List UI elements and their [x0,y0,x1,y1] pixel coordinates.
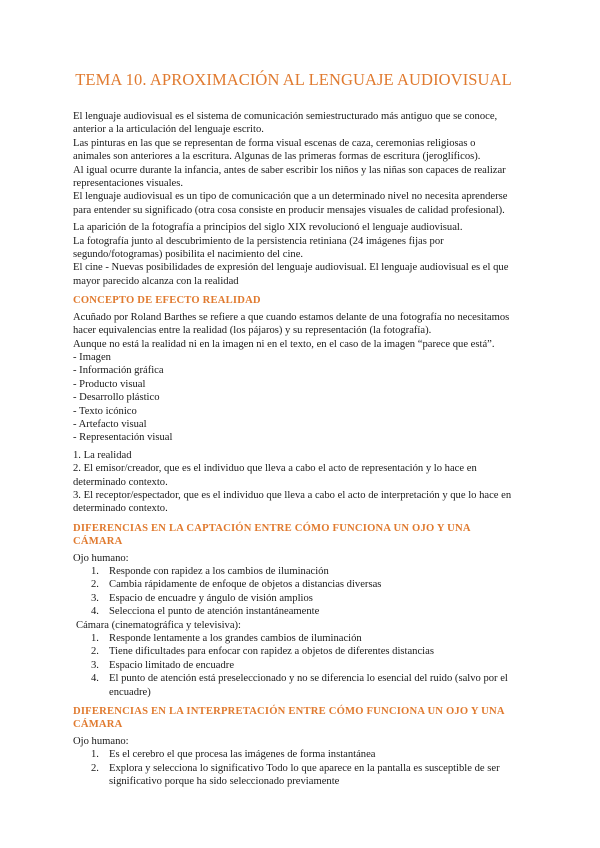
dash-list-item: - Producto visual [73,378,146,390]
section-heading-efecto-realidad: CONCEPTO DE EFECTO REALIDAD [73,295,261,307]
section1-paragraph: Acuñado por Roland Barthes se refiere a que cuando estamos delante de una fotografía no necesitamos hacer equivalencias entre la realidad (los pájaros) y su representación (la fotografía). [73,311,510,337]
history-paragraph: El cine - Nuevas posibilidades de expresión del lenguaje audiovisual. El lenguaje audiovisual es el que mayor parecido alcanza con la realidad [73,262,509,287]
camera-label: Cámara (cinematográfica y televisiva): [76,619,242,631]
list-item: 1. Es el cerebro el que procesa las imágenes de forma instantánea [91,749,376,761]
dash-list-item: - Representación visual [73,432,173,444]
intro-paragraph: Las pinturas en las que se representan de forma visual escenas de caza, ceremonias religiosas o animales son anteriores a la escritura. Algunas de las primeras formas de escritura (jeroglíficos). [73,137,481,163]
list-item: 4. El punto de atención está preseleccionado y no se diferencia lo esencial del ruido (salvo por el encuadre) [91,673,508,698]
history-paragraph: La aparición de la fotografía a principios del siglo XIX revolucionó el lenguaje audiovisual. [73,222,463,234]
intro-block [73,110,514,217]
eye-label: Ojo humano: [73,735,129,747]
eye-capture-list [73,565,514,619]
section-heading-captacion: DIFERENCIAS EN LA CAPTACIÓN ENTRE CÓMO FUNCIONA UN OJO Y UNA CÁMARA [73,522,471,548]
list-item: 1. Responde lentamente a los grandes cambios de iluminación [91,633,362,645]
dash-list [73,351,514,445]
list-item: 2. Tiene dificultades para enfocar con rapidez a objetos de diferentes distancias [91,646,434,658]
list-item: 4. Selecciona el punto de atención instantáneamente [91,606,320,618]
intro-paragraph: El lenguaje audiovisual es un tipo de comunicación que a un determinado nivel no necesita aprenderse para entender su significado (otra cosa consiste en producir mensajes visuales de calidad profesional). [73,191,508,216]
intro-paragraph: Al igual ocurre durante la infancia, antes de saber escribir los niños y las niñas son capaces de realizar representaciones visuales. [73,164,506,190]
section-heading-interpretacion: DIFERENCIAS EN LA INTERPRETACIÓN ENTRE CÓMO FUNCIONA UN OJO Y UNA CÁMARA [73,706,505,731]
dash-list-item: - Desarrollo plástico [73,392,160,404]
document-title: TEMA 10. APROXIMACIÓN AL LENGUAJE AUDIOVISUAL [75,70,512,89]
section1-paragraph: Aunque no está la realidad ni en la imagen ni en el texto, en el caso de la imagen “parece que está”. [73,338,495,350]
list-item: 3. Espacio limitado de encuadre [91,659,235,671]
list-item: 1. Responde con rapidez a los cambios de iluminación [91,566,329,577]
dash-list-item: - Texto icónico [73,405,137,417]
camera-capture-list [73,632,514,699]
dash-list-item: - Imagen [73,351,111,363]
numbered-list-item: 1. La realidad [73,449,132,461]
dash-list-item: - Artefacto visual [73,418,147,430]
history-paragraph: La fotografía junto al descubrimiento de la persistencia retiniana (24 imágenes fijas por segundo/fotogramas) posibilita el nacimiento del cine. [73,235,444,261]
list-item: 3. Espacio de encuadre y ángulo de visión amplios [91,592,313,604]
numbered-list-item: 3. El receptor/espectador, que es el individuo que lleva a cabo el acto de interpretación y que lo hace en determinado contexto. [73,489,512,515]
list-item: 2. Explora y selecciona lo significativo Todo lo que aparece en la pantalla es susceptible de ser significativo porque ha sido seleccionado previamente [91,762,500,788]
history-block [73,221,514,288]
eye-interpretation-list [73,748,514,788]
numbered-list [73,449,514,516]
intro-paragraph: El lenguaje audiovisual es el sistema de comunicación semiestructurado más antiguo que se conoce, anterior a la articulación del lenguaje escrito. [73,111,498,136]
list-item: 2. Cambia rápidamente de enfoque de objetos a distancias diversas [91,579,382,591]
eye-label: Ojo humano: [73,552,129,564]
numbered-list-item: 2. El emisor/creador, que es el individuo que lleva a cabo el acto de representación y lo hace en determinado contexto. [73,463,477,488]
dash-list-item: - Información gráfica [73,365,164,377]
